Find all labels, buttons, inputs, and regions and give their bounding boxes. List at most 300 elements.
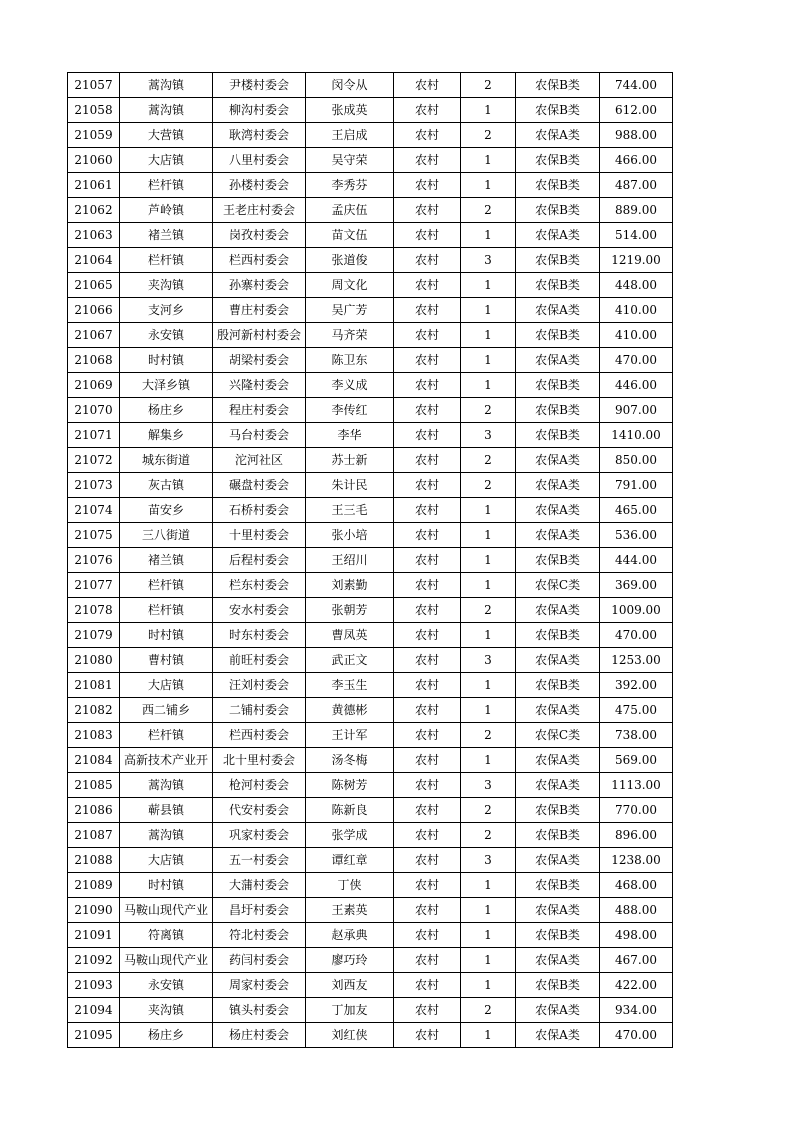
table-row <box>68 873 673 898</box>
town-cell: 栏杆镇 <box>120 723 213 748</box>
area-cell: 农村 <box>394 773 461 798</box>
town-cell: 支河乡 <box>120 298 213 323</box>
insurance-type-cell: 农保A类 <box>516 698 600 723</box>
village-cell: 孙楼村委会 <box>213 173 306 198</box>
insurance-type-cell: 农保A类 <box>516 848 600 873</box>
insurance-type-cell: 农保B类 <box>516 423 600 448</box>
table-row <box>68 948 673 973</box>
area-cell: 农村 <box>394 273 461 298</box>
area-cell: 农村 <box>394 123 461 148</box>
insurance-type-cell: 农保B类 <box>516 323 600 348</box>
area-cell: 农村 <box>394 898 461 923</box>
name-cell: 王绍川 <box>306 548 394 573</box>
town-cell: 大营镇 <box>120 123 213 148</box>
table-row <box>68 773 673 798</box>
village-cell: 前旺村委会 <box>213 648 306 673</box>
area-cell: 农村 <box>394 948 461 973</box>
village-cell: 昌圩村委会 <box>213 898 306 923</box>
village-cell: 杨庄村委会 <box>213 1023 306 1048</box>
name-cell: 丁侠 <box>306 873 394 898</box>
table-row <box>68 673 673 698</box>
table-row <box>68 798 673 823</box>
household-count-cell: 1 <box>461 373 516 398</box>
area-cell: 农村 <box>394 173 461 198</box>
area-cell: 农村 <box>394 548 461 573</box>
household-count-cell: 1 <box>461 498 516 523</box>
area-cell: 农村 <box>394 873 461 898</box>
record-id-cell: 21067 <box>68 323 120 348</box>
insurance-type-cell: 农保B类 <box>516 98 600 123</box>
record-id-cell: 21069 <box>68 373 120 398</box>
record-id-cell: 21061 <box>68 173 120 198</box>
village-cell: 八里村委会 <box>213 148 306 173</box>
household-count-cell: 3 <box>461 423 516 448</box>
amount-cell: 470.00 <box>600 623 673 648</box>
record-id-cell: 21073 <box>68 473 120 498</box>
name-cell: 李义成 <box>306 373 394 398</box>
table-row <box>68 298 673 323</box>
household-count-cell: 2 <box>461 198 516 223</box>
village-cell: 栏东村委会 <box>213 573 306 598</box>
record-id-cell: 21074 <box>68 498 120 523</box>
village-cell: 耿湾村委会 <box>213 123 306 148</box>
area-cell: 农村 <box>394 698 461 723</box>
area-cell: 农村 <box>394 723 461 748</box>
household-count-cell: 2 <box>461 798 516 823</box>
town-cell: 苗安乡 <box>120 498 213 523</box>
record-id-cell: 21078 <box>68 598 120 623</box>
household-count-cell: 2 <box>461 123 516 148</box>
table-row <box>68 898 673 923</box>
area-cell: 农村 <box>394 598 461 623</box>
insurance-type-cell: 农保B类 <box>516 148 600 173</box>
table-row <box>68 973 673 998</box>
amount-cell: 444.00 <box>600 548 673 573</box>
table-row <box>68 823 673 848</box>
table-row <box>68 623 673 648</box>
amount-cell: 448.00 <box>600 273 673 298</box>
village-cell: 王老庄村委会 <box>213 198 306 223</box>
table-row <box>68 73 673 98</box>
name-cell: 苗文伍 <box>306 223 394 248</box>
name-cell: 李玉生 <box>306 673 394 698</box>
amount-cell: 487.00 <box>600 173 673 198</box>
record-id-cell: 21058 <box>68 98 120 123</box>
village-cell: 沱河社区 <box>213 448 306 473</box>
area-cell: 农村 <box>394 248 461 273</box>
table-row <box>68 173 673 198</box>
table-body <box>68 73 673 1048</box>
table-row <box>68 1023 673 1048</box>
amount-cell: 465.00 <box>600 498 673 523</box>
insurance-type-cell: 农保A类 <box>516 223 600 248</box>
insurance-type-cell: 农保A类 <box>516 598 600 623</box>
name-cell: 张学成 <box>306 823 394 848</box>
record-id-cell: 21070 <box>68 398 120 423</box>
amount-cell: 498.00 <box>600 923 673 948</box>
table-row <box>68 223 673 248</box>
amount-cell: 470.00 <box>600 348 673 373</box>
record-id-cell: 21075 <box>68 523 120 548</box>
table-row <box>68 323 673 348</box>
area-cell: 农村 <box>394 823 461 848</box>
village-cell: 安水村委会 <box>213 598 306 623</box>
amount-cell: 1410.00 <box>600 423 673 448</box>
area-cell: 农村 <box>394 298 461 323</box>
insurance-type-cell: 农保A类 <box>516 648 600 673</box>
household-count-cell: 3 <box>461 773 516 798</box>
village-cell: 石桥村委会 <box>213 498 306 523</box>
amount-cell: 791.00 <box>600 473 673 498</box>
village-cell: 十里村委会 <box>213 523 306 548</box>
name-cell: 王三毛 <box>306 498 394 523</box>
town-cell: 蒿沟镇 <box>120 773 213 798</box>
name-cell: 汤冬梅 <box>306 748 394 773</box>
insurance-type-cell: 农保B类 <box>516 173 600 198</box>
town-cell: 大店镇 <box>120 673 213 698</box>
village-cell: 符北村委会 <box>213 923 306 948</box>
name-cell: 张道俊 <box>306 248 394 273</box>
table-row <box>68 498 673 523</box>
insurance-type-cell: 农保B类 <box>516 73 600 98</box>
amount-cell: 488.00 <box>600 898 673 923</box>
amount-cell: 907.00 <box>600 398 673 423</box>
village-cell: 孙寨村委会 <box>213 273 306 298</box>
amount-cell: 446.00 <box>600 373 673 398</box>
insurance-type-cell: 农保A类 <box>516 448 600 473</box>
amount-cell: 1113.00 <box>600 773 673 798</box>
name-cell: 陈新良 <box>306 798 394 823</box>
table-row <box>68 548 673 573</box>
name-cell: 闵令从 <box>306 73 394 98</box>
record-id-cell: 21060 <box>68 148 120 173</box>
insurance-type-cell: 农保B类 <box>516 798 600 823</box>
household-count-cell: 1 <box>461 148 516 173</box>
name-cell: 吴守荣 <box>306 148 394 173</box>
amount-cell: 744.00 <box>600 73 673 98</box>
record-id-cell: 21092 <box>68 948 120 973</box>
name-cell: 刘西友 <box>306 973 394 998</box>
household-count-cell: 1 <box>461 323 516 348</box>
amount-cell: 612.00 <box>600 98 673 123</box>
amount-cell: 850.00 <box>600 448 673 473</box>
town-cell: 三八街道 <box>120 523 213 548</box>
area-cell: 农村 <box>394 523 461 548</box>
town-cell: 曹村镇 <box>120 648 213 673</box>
household-count-cell: 1 <box>461 923 516 948</box>
area-cell: 农村 <box>394 148 461 173</box>
village-cell: 胡梁村委会 <box>213 348 306 373</box>
table-row <box>68 398 673 423</box>
name-cell: 张朝芳 <box>306 598 394 623</box>
insurance-type-cell: 农保C类 <box>516 573 600 598</box>
record-id-cell: 21088 <box>68 848 120 873</box>
village-cell: 镇头村委会 <box>213 998 306 1023</box>
table-row <box>68 123 673 148</box>
insurance-type-cell: 农保A类 <box>516 1023 600 1048</box>
village-cell: 五一村委会 <box>213 848 306 873</box>
record-id-cell: 21080 <box>68 648 120 673</box>
name-cell: 张小培 <box>306 523 394 548</box>
household-count-cell: 3 <box>461 848 516 873</box>
name-cell: 王启成 <box>306 123 394 148</box>
town-cell: 蒿沟镇 <box>120 73 213 98</box>
record-id-cell: 21093 <box>68 973 120 998</box>
household-count-cell: 1 <box>461 223 516 248</box>
town-cell: 时村镇 <box>120 873 213 898</box>
village-cell: 药闫村委会 <box>213 948 306 973</box>
insurance-type-cell: 农保B类 <box>516 548 600 573</box>
household-count-cell: 1 <box>461 298 516 323</box>
record-id-cell: 21085 <box>68 773 120 798</box>
household-count-cell: 1 <box>461 698 516 723</box>
town-cell: 蒿沟镇 <box>120 98 213 123</box>
household-count-cell: 2 <box>461 723 516 748</box>
household-count-cell: 2 <box>461 823 516 848</box>
name-cell: 王计军 <box>306 723 394 748</box>
record-id-cell: 21064 <box>68 248 120 273</box>
table-row <box>68 698 673 723</box>
area-cell: 农村 <box>394 573 461 598</box>
area-cell: 农村 <box>394 198 461 223</box>
household-count-cell: 1 <box>461 523 516 548</box>
amount-cell: 738.00 <box>600 723 673 748</box>
village-cell: 时东村委会 <box>213 623 306 648</box>
table-row <box>68 148 673 173</box>
name-cell: 赵承典 <box>306 923 394 948</box>
area-cell: 农村 <box>394 323 461 348</box>
record-id-cell: 21068 <box>68 348 120 373</box>
amount-cell: 934.00 <box>600 998 673 1023</box>
amount-cell: 514.00 <box>600 223 673 248</box>
town-cell: 时村镇 <box>120 348 213 373</box>
town-cell: 栏杆镇 <box>120 248 213 273</box>
name-cell: 朱计民 <box>306 473 394 498</box>
household-count-cell: 1 <box>461 273 516 298</box>
insurance-type-cell: 农保C类 <box>516 723 600 748</box>
amount-cell: 470.00 <box>600 1023 673 1048</box>
amount-cell: 569.00 <box>600 748 673 773</box>
household-count-cell: 1 <box>461 348 516 373</box>
record-id-cell: 21081 <box>68 673 120 698</box>
amount-cell: 1253.00 <box>600 648 673 673</box>
table-row <box>68 473 673 498</box>
household-count-cell: 2 <box>461 473 516 498</box>
name-cell: 张成英 <box>306 98 394 123</box>
insurance-type-cell: 农保A类 <box>516 998 600 1023</box>
record-id-cell: 21071 <box>68 423 120 448</box>
table-row <box>68 348 673 373</box>
town-cell: 永安镇 <box>120 973 213 998</box>
village-cell: 巩家村委会 <box>213 823 306 848</box>
table-row <box>68 598 673 623</box>
town-cell: 栏杆镇 <box>120 598 213 623</box>
area-cell: 农村 <box>394 748 461 773</box>
table-row <box>68 248 673 273</box>
table-row <box>68 523 673 548</box>
area-cell: 农村 <box>394 448 461 473</box>
area-cell: 农村 <box>394 673 461 698</box>
town-cell: 夹沟镇 <box>120 273 213 298</box>
insurance-type-cell: 农保A类 <box>516 473 600 498</box>
table-row <box>68 373 673 398</box>
village-cell: 周家村委会 <box>213 973 306 998</box>
household-count-cell: 3 <box>461 648 516 673</box>
household-count-cell: 1 <box>461 98 516 123</box>
town-cell: 芦岭镇 <box>120 198 213 223</box>
name-cell: 黄德彬 <box>306 698 394 723</box>
area-cell: 农村 <box>394 973 461 998</box>
table-row <box>68 198 673 223</box>
town-cell: 符离镇 <box>120 923 213 948</box>
table-row <box>68 448 673 473</box>
area-cell: 农村 <box>394 623 461 648</box>
insurance-type-cell: 农保B类 <box>516 823 600 848</box>
village-cell: 二铺村委会 <box>213 698 306 723</box>
village-cell: 枪河村委会 <box>213 773 306 798</box>
insurance-type-cell: 农保A类 <box>516 348 600 373</box>
insurance-type-cell: 农保B类 <box>516 923 600 948</box>
table-row <box>68 648 673 673</box>
record-id-cell: 21066 <box>68 298 120 323</box>
village-cell: 柳沟村委会 <box>213 98 306 123</box>
village-cell: 岗孜村委会 <box>213 223 306 248</box>
amount-cell: 1009.00 <box>600 598 673 623</box>
record-id-cell: 21077 <box>68 573 120 598</box>
record-id-cell: 21095 <box>68 1023 120 1048</box>
village-cell: 兴隆村委会 <box>213 373 306 398</box>
insurance-type-cell: 农保B类 <box>516 273 600 298</box>
area-cell: 农村 <box>394 98 461 123</box>
area-cell: 农村 <box>394 923 461 948</box>
amount-cell: 466.00 <box>600 148 673 173</box>
amount-cell: 410.00 <box>600 323 673 348</box>
name-cell: 陈卫东 <box>306 348 394 373</box>
name-cell: 谭红章 <box>306 848 394 873</box>
name-cell: 李传红 <box>306 398 394 423</box>
insurance-type-cell: 农保B类 <box>516 198 600 223</box>
town-cell: 灰古镇 <box>120 473 213 498</box>
town-cell: 夹沟镇 <box>120 998 213 1023</box>
town-cell: 蕲县镇 <box>120 798 213 823</box>
record-id-cell: 21057 <box>68 73 120 98</box>
table-row <box>68 723 673 748</box>
town-cell: 杨庄乡 <box>120 398 213 423</box>
area-cell: 农村 <box>394 373 461 398</box>
town-cell: 城东街道 <box>120 448 213 473</box>
amount-cell: 770.00 <box>600 798 673 823</box>
name-cell: 苏士新 <box>306 448 394 473</box>
village-cell: 北十里村委会 <box>213 748 306 773</box>
record-id-cell: 21079 <box>68 623 120 648</box>
household-count-cell: 1 <box>461 948 516 973</box>
table-row <box>68 998 673 1023</box>
village-cell: 栏西村委会 <box>213 248 306 273</box>
name-cell: 孟庆伍 <box>306 198 394 223</box>
village-cell: 曹庄村委会 <box>213 298 306 323</box>
household-count-cell: 1 <box>461 173 516 198</box>
village-cell: 殷河新村村委会 <box>213 323 306 348</box>
insurance-type-cell: 农保B类 <box>516 373 600 398</box>
name-cell: 刘素勤 <box>306 573 394 598</box>
amount-cell: 467.00 <box>600 948 673 973</box>
amount-cell: 536.00 <box>600 523 673 548</box>
record-id-cell: 21091 <box>68 923 120 948</box>
record-id-cell: 21063 <box>68 223 120 248</box>
insurance-type-cell: 农保A类 <box>516 123 600 148</box>
town-cell: 马鞍山现代产业 <box>120 948 213 973</box>
name-cell: 周文化 <box>306 273 394 298</box>
area-cell: 农村 <box>394 498 461 523</box>
insurance-type-cell: 农保A类 <box>516 298 600 323</box>
area-cell: 农村 <box>394 73 461 98</box>
area-cell: 农村 <box>394 648 461 673</box>
town-cell: 大泽乡镇 <box>120 373 213 398</box>
village-cell: 程庄村委会 <box>213 398 306 423</box>
record-id-cell: 21082 <box>68 698 120 723</box>
amount-cell: 896.00 <box>600 823 673 848</box>
record-id-cell: 21072 <box>68 448 120 473</box>
town-cell: 时村镇 <box>120 623 213 648</box>
insurance-type-cell: 农保B类 <box>516 973 600 998</box>
name-cell: 刘红侠 <box>306 1023 394 1048</box>
name-cell: 马齐荣 <box>306 323 394 348</box>
record-id-cell: 21094 <box>68 998 120 1023</box>
table-row <box>68 273 673 298</box>
record-id-cell: 21076 <box>68 548 120 573</box>
record-id-cell: 21084 <box>68 748 120 773</box>
village-cell: 大蒲村委会 <box>213 873 306 898</box>
name-cell: 李华 <box>306 423 394 448</box>
name-cell: 武正文 <box>306 648 394 673</box>
town-cell: 蒿沟镇 <box>120 823 213 848</box>
village-cell: 尹楼村委会 <box>213 73 306 98</box>
record-id-cell: 21062 <box>68 198 120 223</box>
household-count-cell: 1 <box>461 873 516 898</box>
insurance-type-cell: 农保B类 <box>516 623 600 648</box>
amount-cell: 410.00 <box>600 298 673 323</box>
area-cell: 农村 <box>394 223 461 248</box>
name-cell: 吴广芳 <box>306 298 394 323</box>
household-count-cell: 1 <box>461 748 516 773</box>
record-id-cell: 21083 <box>68 723 120 748</box>
village-cell: 后程村委会 <box>213 548 306 573</box>
name-cell: 王素英 <box>306 898 394 923</box>
name-cell: 陈树芳 <box>306 773 394 798</box>
town-cell: 永安镇 <box>120 323 213 348</box>
town-cell: 西二铺乡 <box>120 698 213 723</box>
area-cell: 农村 <box>394 473 461 498</box>
household-count-cell: 1 <box>461 573 516 598</box>
household-count-cell: 2 <box>461 448 516 473</box>
town-cell: 褚兰镇 <box>120 548 213 573</box>
amount-cell: 988.00 <box>600 123 673 148</box>
town-cell: 栏杆镇 <box>120 173 213 198</box>
town-cell: 大店镇 <box>120 848 213 873</box>
amount-cell: 392.00 <box>600 673 673 698</box>
name-cell: 曹凤英 <box>306 623 394 648</box>
table-row <box>68 748 673 773</box>
record-id-cell: 21087 <box>68 823 120 848</box>
name-cell: 丁加友 <box>306 998 394 1023</box>
village-cell: 栏西村委会 <box>213 723 306 748</box>
insurance-type-cell: 农保B类 <box>516 873 600 898</box>
household-count-cell: 1 <box>461 673 516 698</box>
area-cell: 农村 <box>394 398 461 423</box>
household-count-cell: 3 <box>461 248 516 273</box>
record-id-cell: 21089 <box>68 873 120 898</box>
household-count-cell: 2 <box>461 398 516 423</box>
